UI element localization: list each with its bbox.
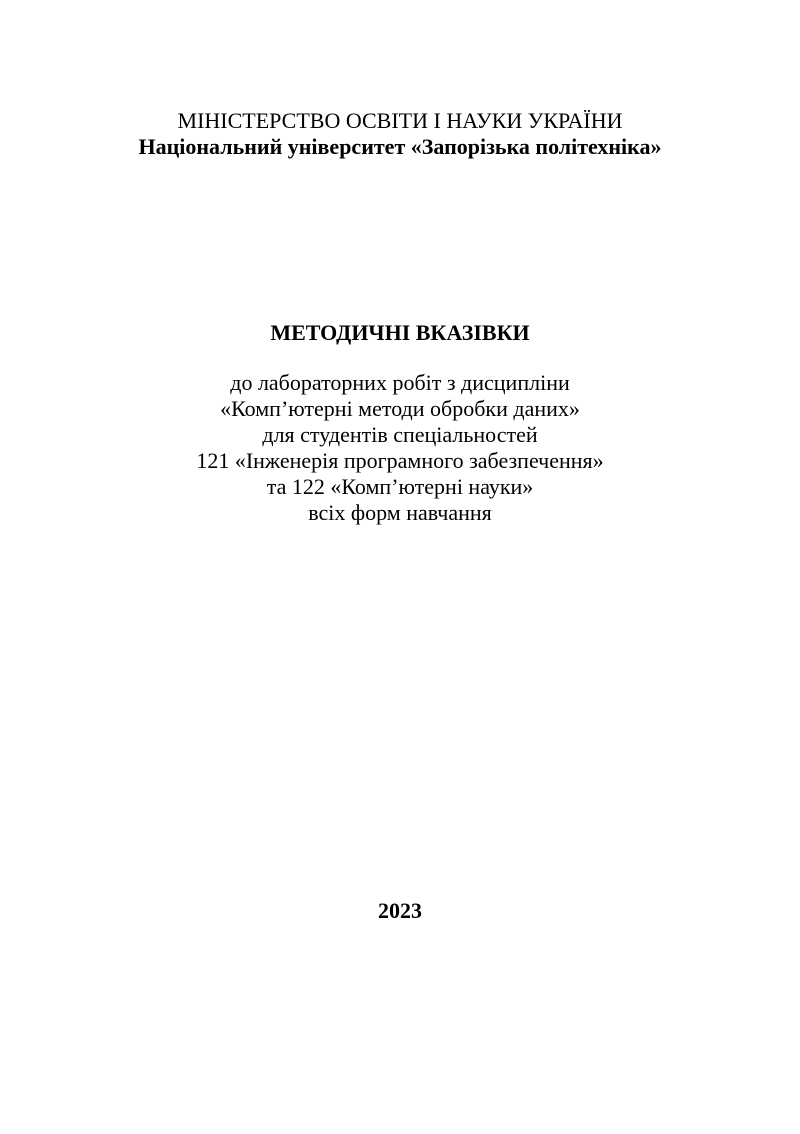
header-block [0, 108, 800, 160]
publication-year: 2023 [378, 898, 422, 923]
document-subtitle [0, 370, 800, 526]
subtitle-line: та 122 «Комп’ютерні науки» [266, 474, 534, 499]
subtitle-line: «Комп’ютерні методи обробки даних» [220, 396, 580, 421]
subtitle-line: для студентів спеціальностей [262, 422, 538, 447]
ministry-name: МІНІСТЕРСТВО ОСВІТИ І НАУКИ УКРАЇНИ [177, 108, 623, 133]
document-title: МЕТОДИЧНІ ВКАЗІВКИ [270, 320, 530, 345]
subtitle-line: всіх форм навчання [308, 500, 492, 525]
subtitle-line: до лабораторних робіт з дисципліни [230, 370, 570, 395]
university-name: Національний університет «Запорізька політехніка» [138, 134, 662, 159]
document-title-block [0, 320, 800, 346]
subtitle-line: 121 «Інженерія програмного забезпечення» [196, 448, 604, 473]
year-block [0, 898, 800, 924]
